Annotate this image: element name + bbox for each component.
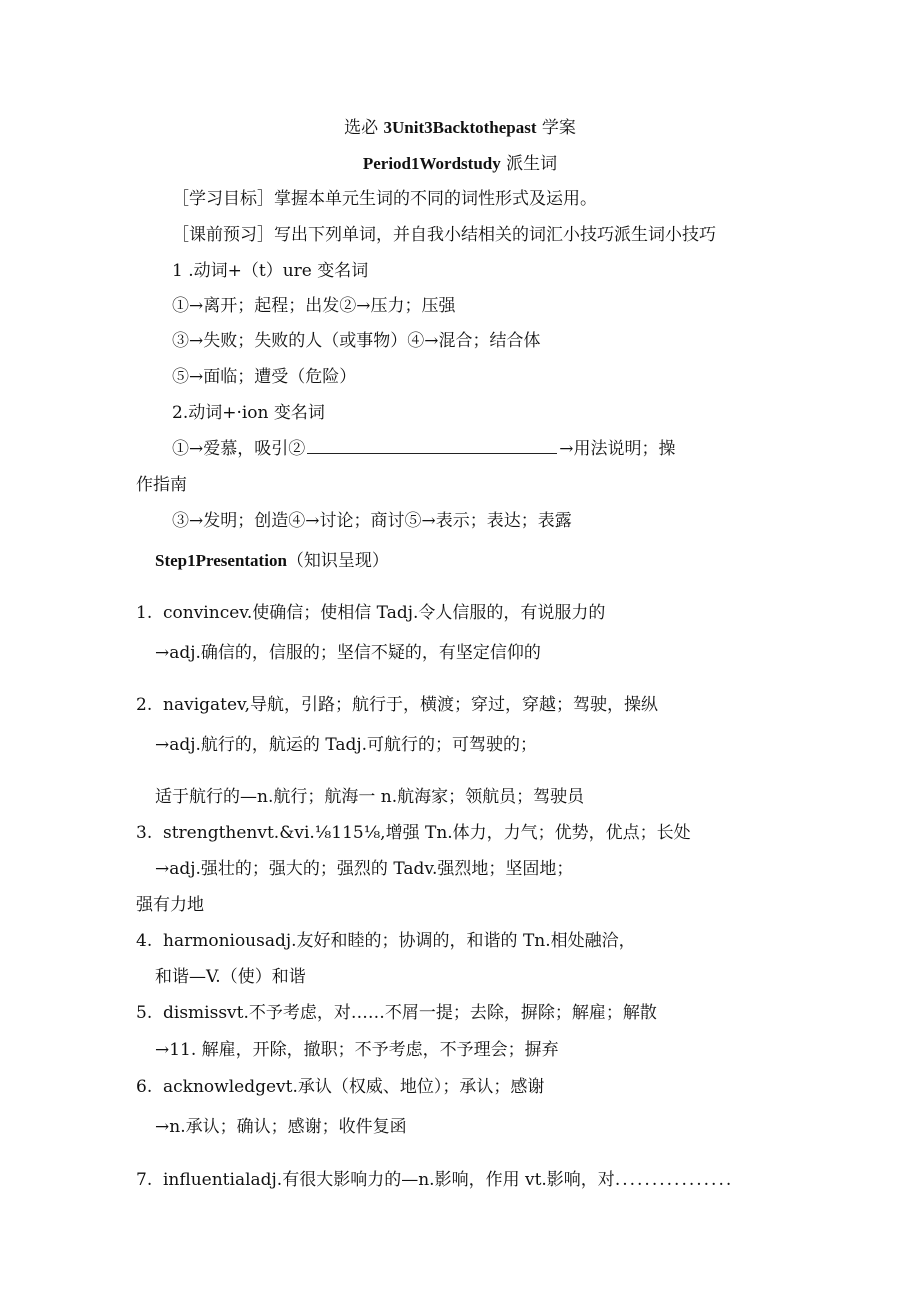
vocab-item-number: 1. (136, 603, 153, 623)
step-heading: Step1Presentation（知识呈现） (155, 551, 389, 571)
rule2-heading: 2.动词+·ion 变名词 (172, 403, 325, 423)
preview-instruction: ［课前预习］写出下列单词，并自我小结相关的词汇小技巧派生词小技巧 (172, 225, 716, 245)
vocab-item-sub: 和谐—V.（使）和谐 (155, 967, 306, 987)
vocab-item-number: 4. (136, 931, 153, 951)
vocab-item-main: strengthenvt.&vi.⅛115⅛,增强 Tn.体力，力气；优势，优点；长处 (163, 823, 691, 843)
rule2-line: ③→发明；创造④→讨论；商讨⑤→表示；表达；表露 (172, 511, 572, 531)
vocab-item-main: influentialadj.有很大影响力的—n.影响，作用 vt.影响，对................ (163, 1170, 734, 1190)
vocab-item-sub: 适于航行的—n.航行；航海一 n.航海家；领航员；驾驶员 (155, 787, 585, 807)
vocab-item-main: dismissvt.不予考虑，对……不屑一提；去除，摒除；解雇；解散 (163, 1003, 657, 1023)
vocab-item-sub: 强有力地 (136, 895, 204, 915)
rule1-line: ⑤→面临；遭受（危险） (172, 367, 357, 387)
vocab-item-number: 3. (136, 823, 153, 843)
vocab-item-number: 5. (136, 1003, 153, 1023)
vocab-item-sub: →adj.航行的，航运的 Tadj.可航行的；可驾驶的； (155, 735, 538, 755)
vocab-item-sub: →n.承认；确认；感谢；收件复函 (155, 1117, 407, 1137)
vocab-item-main: acknowledgevt.承认（权威、地位）；承认；感谢 (163, 1077, 545, 1097)
vocab-item-sub: →11. 解雇，开除，撤职；不予考虑，不予理会；摒弃 (155, 1040, 559, 1060)
rule2-line: ①→爱慕，吸引② →用法说明；操 (172, 439, 676, 459)
rule1-heading: 1 .动词+（t）ure 变名词 (172, 261, 369, 281)
vocab-item-number: 6. (136, 1077, 153, 1097)
vocab-item-main: harmoniousadj.友好和睦的；协调的，和谐的 Tn.相处融洽， (163, 931, 636, 951)
learning-goal: ［学习目标］掌握本单元生词的不同的词性形式及运用。 (172, 189, 597, 209)
rule1-line: ①→离开；起程；出发②→压力；压强 (172, 296, 456, 316)
page-title: 选必 3Unit3Backtothepast 学案 (344, 118, 576, 138)
vocab-item-sub: →adj.确信的，信服的；坚信不疑的，有坚定信仰的 (155, 643, 541, 663)
page-subtitle: Period1Wordstudy 派生词 (362, 154, 558, 174)
vocab-item-number: 2. (136, 695, 153, 715)
rule2-line-wrap: 作指南 (136, 475, 187, 495)
vocab-item-main: convincev.使确信；使相信 Tadj.令人信服的，有说服力的 (163, 603, 606, 623)
rule1-line: ③→失败；失败的人（或事物）④→混合；结合体 (172, 331, 541, 351)
fill-blank[interactable] (307, 439, 557, 454)
leader-dots: ................ (614, 1170, 734, 1190)
vocab-item-main: navigatev,导航，引路；航行于，横渡；穿过，穿越；驾驶，操纵 (163, 695, 659, 715)
vocab-item-number: 7. (136, 1170, 153, 1190)
vocab-item-sub: →adj.强壮的；强大的；强烈的 Tadv.强烈地；坚固地； (155, 859, 574, 879)
